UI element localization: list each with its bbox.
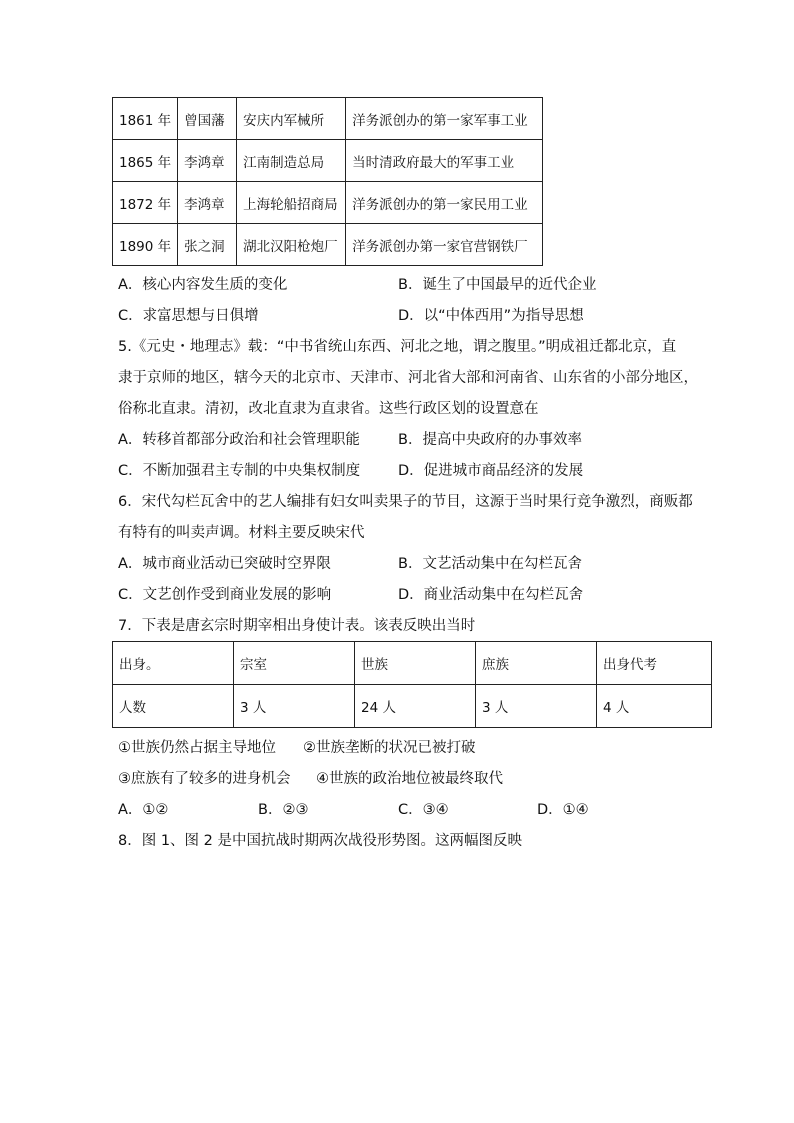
q4-option-a: A．核心内容发生质的变化: [118, 277, 288, 293]
table-cell: 洋务派创办第一家官营钢铁厂: [346, 224, 543, 266]
q7-option-c: C．③④: [398, 802, 449, 818]
table-cell: 1890 年: [113, 224, 178, 266]
q6-stem-line: 有特有的叫卖声调。材料主要反映宋代: [118, 525, 365, 541]
table-header-cell: 庶族: [476, 642, 597, 685]
q7-statement-1: ①世族仍然占据主导地位: [118, 740, 276, 756]
q6-stem-line: 6．宋代勾栏瓦舍中的艺人编排有妇女叫卖果子的节目，这源于当时果行竞争激烈，商贩都: [118, 494, 693, 510]
table-row: [113, 140, 543, 182]
table-header-row: [113, 642, 712, 685]
q7-option-b: B．②③: [258, 802, 309, 818]
table-cell: 1872 年: [113, 182, 178, 224]
table-cell: 当时清政府最大的军事工业: [346, 140, 543, 182]
q4-option-d: D．以“中体西用”为指导思想: [398, 308, 584, 324]
q6-option-a: A．城市商业活动已突破时空界限: [118, 556, 331, 572]
table-row: [113, 182, 543, 224]
q5-option-a: A．转移首都部分政治和社会管理职能: [118, 432, 360, 448]
table-cell: 1861 年: [113, 98, 178, 140]
q5-stem-line: 5.《元史・地理志》载：“中书省统山东西、河北之地，谓之腹里。”明成祖迁都北京，直: [118, 339, 677, 355]
q6-option-b: B．文艺活动集中在勾栏瓦舍: [398, 556, 582, 572]
q7-statement-3: ③庶族有了较多的进身机会: [118, 771, 291, 787]
q7-stem: 7．下表是唐玄宗时期宰相出身使计表。该表反映出当时: [118, 618, 476, 634]
reform-enterprise-table: [112, 97, 543, 266]
table-cell: 张之洞: [178, 224, 237, 266]
chancellor-origin-table: [112, 641, 712, 728]
q6-option-d: D．商业活动集中在勾栏瓦舍: [398, 587, 584, 603]
table-row: [113, 224, 543, 266]
table-cell: 江南制造总局: [237, 140, 346, 182]
table-cell: 洋务派创办的第一家民用工业: [346, 182, 543, 224]
q7-option-a: A．①②: [118, 802, 169, 818]
q5-stem-line: 隶于京师的地区，辖今天的北京市、天津市、河北省大部和河南省、山东省的小部分地区，: [118, 370, 698, 386]
q7-statement-2: ②世族垄断的状况已被打破: [303, 740, 476, 756]
q4-option-c: C．求富思想与日俱增: [118, 308, 259, 324]
q6-option-c: C．文艺创作受到商业发展的影响: [118, 587, 332, 603]
table-header-cell: 宗室: [234, 642, 355, 685]
q7-statement-4: ④世族的政治地位被最终取代: [316, 771, 503, 787]
table-header-cell: 出身代考: [597, 642, 712, 685]
table-cell: 洋务派创办的第一家军事工业: [346, 98, 543, 140]
table-cell: 李鸿章: [178, 140, 237, 182]
table-cell: 4 人: [597, 685, 712, 728]
q5-option-d: D．促进城市商品经济的发展: [398, 463, 584, 479]
table-row: [113, 98, 543, 140]
table-cell: 曾国藩: [178, 98, 237, 140]
table-cell: 1865 年: [113, 140, 178, 182]
table-cell: 湖北汉阳枪炮厂: [237, 224, 346, 266]
table-header-cell: 世族: [355, 642, 476, 685]
table-cell: 24 人: [355, 685, 476, 728]
table-row: [113, 685, 712, 728]
table-cell: 人数: [113, 685, 234, 728]
table-cell: 李鸿章: [178, 182, 237, 224]
table-cell: 3 人: [476, 685, 597, 728]
q8-stem: 8．图 1、图 2 是中国抗战时期两次战役形势图。这两幅图反映: [118, 833, 523, 849]
table-header-cell: 出身。: [113, 642, 234, 685]
q4-option-b: B．诞生了中国最早的近代企业: [398, 277, 597, 293]
q5-option-c: C．不断加强君主专制的中央集权制度: [118, 463, 361, 479]
table-cell: 安庆内军械所: [237, 98, 346, 140]
q7-option-d: D．①④: [537, 802, 589, 818]
table-cell: 上海轮船招商局: [237, 182, 346, 224]
q5-option-b: B．提高中央政府的办事效率: [398, 432, 582, 448]
table-cell: 3 人: [234, 685, 355, 728]
q5-stem-line: 俗称北直隶。清初，改北直隶为直隶省。这些行政区划的设置意在: [118, 401, 539, 417]
